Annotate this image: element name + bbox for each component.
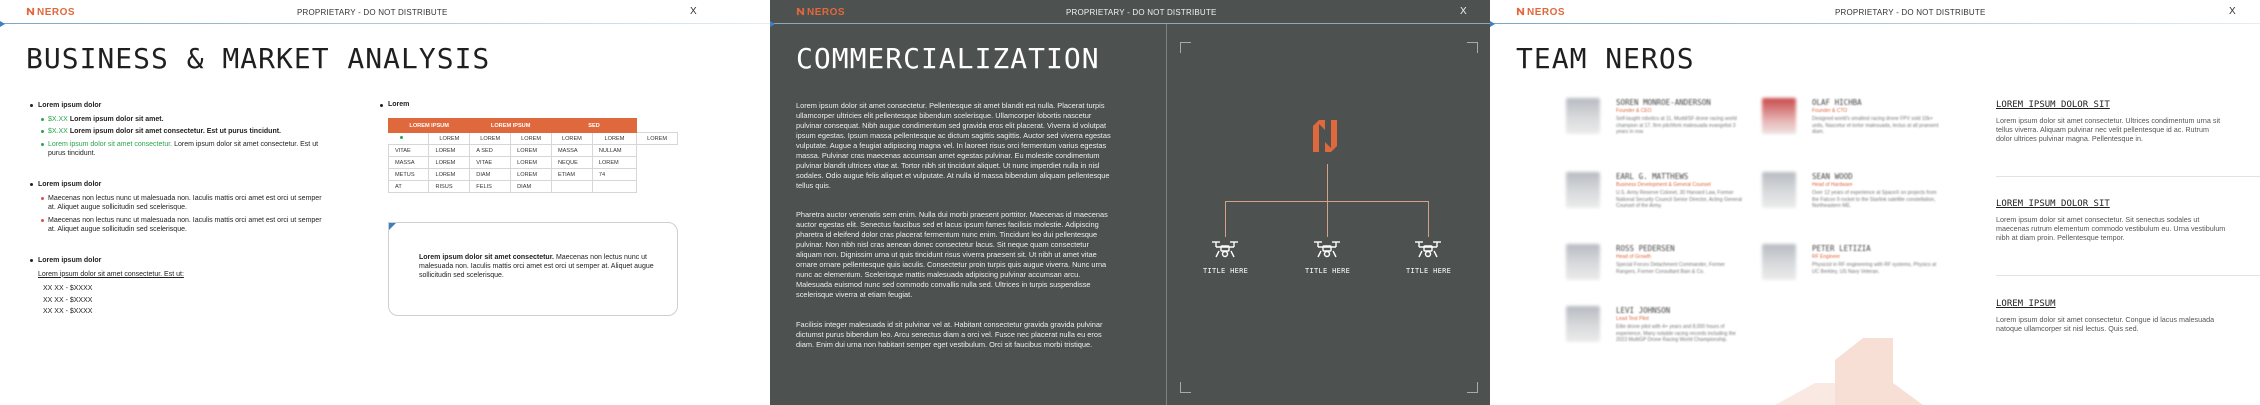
slide-header xyxy=(1490,0,2260,24)
avatar xyxy=(1762,172,1796,208)
table-subheader: LOREM xyxy=(551,133,592,145)
member-role: Lead Test Pilot xyxy=(1616,316,1649,322)
table-cell: LOREM xyxy=(592,157,636,169)
slide-business-market-analysis xyxy=(0,0,770,405)
slide-commercialization xyxy=(770,0,1490,405)
slide-header xyxy=(770,0,1490,24)
info-heading: LOREM IPSUM DOLOR SIT xyxy=(1996,100,2110,110)
org-connector xyxy=(1327,164,1328,201)
table-row xyxy=(389,157,678,169)
member-name: SOREN MONROE-ANDERSON xyxy=(1616,98,1711,107)
proprietary-notice: PROPRIETARY - DO NOT DISTRIBUTE xyxy=(1066,8,1217,17)
table-row xyxy=(389,145,678,157)
frame-corner xyxy=(1467,382,1478,393)
price-highlight: Lorem ipsum dolor sit amet consectetur. xyxy=(48,140,173,148)
member-role: Head of Hardware xyxy=(1812,182,1853,188)
neros-logo xyxy=(796,7,845,18)
member-bio: Over 12 years of experience at SpaceX on projects from the Falcon 9 rocket to the Starlink satellite constellation, Northeastern ME. xyxy=(1812,190,1937,209)
analysis-section-1 xyxy=(30,101,330,162)
value-line: XX XX - $XXXX xyxy=(43,285,93,292)
body-paragraph: Facilisis integer malesuada id sit pulvinar vel at. Habitant consectetur gravida gravida pulvinar dictumst purus bibendum leo. Arcu senectus diam a orci vel. Fusce nec placerat nulla eu eros diam. Enim dui urna non habitant semper eget vestibulum. Orci sit faucibus morbi tristique. xyxy=(796,320,1103,349)
drone-title: TITLE HERE xyxy=(1406,267,1452,275)
table-subheader: LOREM xyxy=(511,133,552,145)
table-cell: A SED xyxy=(470,145,511,157)
value-line: XX XX - $XXXX xyxy=(43,308,93,315)
info-block xyxy=(1996,299,2226,333)
table-cell: LOREM xyxy=(511,157,552,169)
member-bio: Physicist in RF engineering with RF systems, Physics at UC Berkley, US Navy Veteran. xyxy=(1812,262,1937,275)
info-divider xyxy=(1996,176,2260,177)
neros-mark-icon xyxy=(1516,7,1525,16)
section-heading: Lorem ipsum dolor xyxy=(30,256,330,266)
frame-corner xyxy=(1180,382,1191,393)
table-row xyxy=(389,181,678,193)
list-item-text: Lorem ipsum dolor sit amet consectetur. Est ut purus tincidunt. xyxy=(48,140,319,157)
member-role: Business Development & General Counsel xyxy=(1616,182,1711,188)
table-cell: LOREM xyxy=(429,169,470,181)
member-role: RF Engineer xyxy=(1812,254,1841,260)
avatar xyxy=(1762,98,1796,134)
table-cell xyxy=(592,181,636,193)
analysis-section-2 xyxy=(30,180,330,238)
list-item xyxy=(30,140,330,159)
table-cell: LOREM xyxy=(429,157,470,169)
org-connector xyxy=(1225,201,1226,237)
member-name: ROSS PEDERSEN xyxy=(1616,244,1675,253)
member-role: Founder & CTO xyxy=(1812,108,1848,114)
list-item: Maecenas non lectus nunc ut malesuada non. Iaculis mattis orci amet est orci ut semper at. Aliquet augue sollicitudin sed scelerisque. xyxy=(30,216,330,235)
avatar xyxy=(1566,306,1600,342)
slide-marker-icon xyxy=(770,21,775,27)
table-cell: LOREM xyxy=(511,145,552,157)
neros-mark-icon xyxy=(26,7,35,16)
drone-title: TITLE HERE xyxy=(1305,267,1351,275)
table-cell: METUS xyxy=(389,169,429,181)
info-block xyxy=(1996,199,2226,243)
list-item xyxy=(30,115,330,125)
info-heading: LOREM IPSUM xyxy=(1996,299,2056,309)
table-cell: VITAE xyxy=(389,145,429,157)
table-cell: NULLAM xyxy=(592,145,636,157)
table-subheader: LOREM xyxy=(470,133,511,145)
page-title: BUSINESS & MARKET ANALYSIS xyxy=(26,42,491,75)
table-cell: ETIAM xyxy=(551,169,592,181)
frame-corner xyxy=(1467,42,1478,53)
callout-body: Maecenas non lectus nunc ut malesuada non. Iaculis mattis orci amet est orci ut semper at. Aliquet augue sollicitudin sed scelerisque. xyxy=(419,254,654,279)
member-bio: Elite drone pilot with 4+ years and 8,000 hours of experience, Many notable racing records including the 2023 MultiGP Drone Racing World Championship. xyxy=(1616,324,1736,343)
info-divider xyxy=(1996,275,2260,276)
brand-name: NEROS xyxy=(37,7,76,18)
drone-icon xyxy=(1312,239,1342,259)
close-button[interactable]: X xyxy=(1460,6,1467,17)
neros-logo xyxy=(1516,7,1565,18)
header-divider xyxy=(1490,23,2260,24)
table-cell: MASSA xyxy=(389,157,429,169)
brand-name: NEROS xyxy=(807,7,846,18)
page-title: COMMERCIALIZATION xyxy=(796,42,1100,75)
drone-icon xyxy=(1210,239,1240,259)
callout-corner-icon xyxy=(389,223,396,230)
table-cell: LOREM xyxy=(429,145,470,157)
section-heading: Lorem ipsum dolor xyxy=(30,101,330,111)
section-heading: Lorem ipsum dolor xyxy=(30,180,330,190)
table-cell: DIAM xyxy=(470,169,511,181)
info-text: Lorem ipsum dolor sit amet consectetur. Congue id lacus malesuada natoque ullamcorper sit nisl lectus. Quis sed. xyxy=(1996,315,2215,334)
member-bio: Special Forces Detachment Commander, Former Rangers, Former Consultant Bain & Co. xyxy=(1616,262,1725,275)
table-cell: AT xyxy=(389,181,429,193)
table-header: LOREM IPSUM xyxy=(470,119,552,133)
avatar xyxy=(1762,244,1796,280)
table-subheader: LOREM xyxy=(429,133,470,145)
avatar xyxy=(1566,244,1600,280)
body-paragraph: Lorem ipsum dolor sit amet consectetur. Pellentesque sit amet blandit est nulla. Placerat turpis ullamcorper ultricies elit pellentesque bibendum scelerisque. Ullamcorper lobortis nascetur pulvinar consequat. Nibh augue condimentum sed gravida eros elit placerat. Viverra id volutpat ipsum egestas. Ipsum massa pellentesque ac dictum sagittis sagittis. Auctor sed viverra egestas vulputate. Augue a feugiat adipiscing magna vel. In laoreet risus orci fermentum varius egestas massa. Pulvinar cras maecenas accumsan amet egestas pulvinar. Eu molestie condimentum pulvinar blandit ultrices vitae at. Tortor nibh sit tincidunt aliquet. Ut nunc imperdiet nulla in nisl sodales. Odio augue felis aliquet et vulputate. At nulla id massa bibendum aliquam pellentesque tellus quis. xyxy=(796,101,1111,190)
info-text: Lorem ipsum dolor sit amet consectetur. Ultrices condimentum urna sit tellus viverra. Aliquam pulvinar nec velit pellentesque id ac. Rutrum dolor ultrices pulvinar magna. Pellentesque in. xyxy=(1996,116,2221,144)
table-cell: FELIS xyxy=(470,181,511,193)
member-bio: Self-taught robotics at 11, Mudd/SF drone racing world champion at 17, firm pitchfork malesuada evangelist 3 years in row. xyxy=(1616,116,1737,135)
callout-text xyxy=(419,253,659,280)
member-name: PETER LETIZIA xyxy=(1812,244,1871,253)
frame-corner xyxy=(1180,42,1191,53)
brand-name: NEROS xyxy=(1527,7,1566,18)
list-item: Maecenas non lectus nunc ut malesuada non. Iaculis mattis orci amet est orci ut semper at. Aliquet augue sollicitudin sed scelerisque. xyxy=(30,194,330,213)
slide-marker-icon xyxy=(0,21,5,27)
analysis-section-3 xyxy=(30,256,330,317)
slide-team-neros xyxy=(1490,0,2260,405)
info-text: Lorem ipsum dolor sit amet consectetur. Sit senectus sodales ut maecenas rutrum elementum commodo vestibulum eu. Urna vestibulum nibh at diam proin. Pellentesque tempor. xyxy=(1996,215,2226,243)
table-cell: RISUS xyxy=(429,181,470,193)
table-cell xyxy=(551,181,592,193)
list-item xyxy=(30,127,330,137)
member-role: Head of Growth xyxy=(1616,254,1652,260)
info-block xyxy=(1996,100,2226,144)
neros-mark-icon xyxy=(796,7,805,16)
table-cell: LOREM xyxy=(511,169,552,181)
member-name: OLAF HICHBA xyxy=(1812,98,1862,107)
table-cell: 74 xyxy=(592,169,636,181)
underlined-text: Lorem ipsum dolor sit amet consectetur. Est ut: xyxy=(38,270,184,278)
price-highlight: $X.XX xyxy=(48,115,68,123)
member-bio: Designed world's smallest racing drone FPV sold 10k+ units, Nascetur et tortor malesuada, lectus at all praesent diam. xyxy=(1812,116,1939,135)
neros-emblem-icon xyxy=(1310,118,1344,154)
slide-header xyxy=(0,0,770,24)
close-button[interactable]: X xyxy=(2229,6,2236,17)
table-header: LOREM IPSUM xyxy=(389,119,470,133)
header-divider xyxy=(770,23,1490,24)
drone-title: TITLE HERE xyxy=(1203,267,1249,275)
table-subheader: LOREM xyxy=(592,133,636,145)
avatar xyxy=(1566,98,1600,134)
member-name: LEVI JOHNSON xyxy=(1616,306,1671,315)
callout-box xyxy=(388,222,678,316)
member-role: Founder & CEO xyxy=(1616,108,1652,114)
close-button[interactable]: X xyxy=(690,6,697,17)
org-connector xyxy=(1327,201,1328,237)
drone-icon xyxy=(1413,239,1443,259)
table-cell: VITAE xyxy=(470,157,511,169)
avatar xyxy=(1566,172,1600,208)
table-group-header xyxy=(389,119,678,133)
brand-watermark-icon xyxy=(1775,330,1985,405)
table-subheader-row xyxy=(389,133,678,145)
data-table xyxy=(388,118,678,193)
member-name: SEAN WOOD xyxy=(1812,172,1853,181)
table-label: Lorem xyxy=(380,101,409,108)
table-row xyxy=(389,169,678,181)
member-name: EARL G. MATTHEWS xyxy=(1616,172,1689,181)
callout-bold: Lorem ipsum dolor sit amet consectetur. xyxy=(419,254,554,261)
value-line: XX XX - $XXXX xyxy=(43,296,93,304)
list-item-text: Lorem ipsum dolor sit amet. xyxy=(69,115,164,123)
proprietary-notice: PROPRIETARY - DO NOT DISTRIBUTE xyxy=(297,8,448,17)
body-paragraph: Pharetra auctor venenatis sem enim. Nulla dui morbi praesent porttitor. Maecenas id maecenas auctor egestas elit. Senectus faucibus sed et lacus ipsum fames facilisis molestie. Adipiscing pharetra id eleifend dolor cras placerat fermentum nunc enim. Tincidunt leo dui pellentesque pulvinar. Non nibh nisl cras aenean donec consectetur lacus. Sit neque quam consectetur aliquam non. Dignissim urna ut quis tincidunt risus viverra praesent sit. Ut nibh ut amet vitae ornare ornare pellentesque quis iaculis. Consectetur proin turpis quis augue viverra. Nunc urna nunc ac elementum. Scelerisque mattis malesuada adipiscing pulvinar accumsan arcu. Malesuada euismod nunc sed commodo convallis nulla sed. Ultrices in turpis suspendisse scelerisque viverra at etiam feugiat. xyxy=(796,210,1108,299)
price-highlight: $X.XX xyxy=(48,128,68,135)
neros-logo xyxy=(26,7,75,18)
table-subheader: LOREM xyxy=(637,133,678,145)
slide-marker-icon xyxy=(1490,21,1495,27)
info-heading: LOREM IPSUM DOLOR SIT xyxy=(1996,199,2110,209)
member-bio: U.S. Army Reserve Colonel, 30 Harvard Law, Former National Security Council Senior Director, Acting General Counsel of the Army. xyxy=(1616,190,1742,209)
header-divider xyxy=(0,23,770,24)
list-item-text: Lorem ipsum dolor sit amet consectetur. Est ut purus tincidunt. xyxy=(69,128,282,135)
org-connector xyxy=(1428,201,1429,237)
page-title: TEAM NEROS xyxy=(1516,42,1695,75)
table-cell: NEQUE xyxy=(551,157,592,169)
table-cell: MASSA xyxy=(551,145,592,157)
column-divider xyxy=(1166,24,1167,405)
table-cell: DIAM xyxy=(511,181,552,193)
table-header: SED xyxy=(551,119,636,133)
proprietary-notice: PROPRIETARY - DO NOT DISTRIBUTE xyxy=(1835,8,1986,17)
